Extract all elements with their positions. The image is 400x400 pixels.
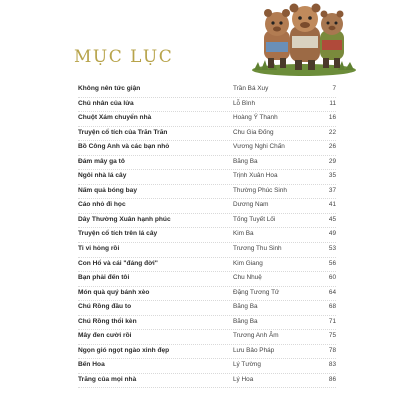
toc-row[interactable] [78, 199, 336, 214]
story-title: Nấm quả bóng bay [78, 186, 137, 194]
toc-row[interactable] [78, 170, 336, 185]
story-title: Ngọn gió ngọt ngào xinh đẹp [78, 346, 170, 354]
story-author: Dương Nam [233, 201, 269, 209]
story-author: Lý Hoa [233, 375, 254, 383]
page-number: 78 [328, 346, 336, 354]
story-author: Trương Thu Sinh [233, 245, 282, 253]
story-author: Trần Bá Xuy [233, 85, 269, 92]
story-author: Vương Nghi Chấn [233, 143, 285, 151]
page-title: MỤC LỤC [74, 47, 174, 67]
toc-row[interactable] [78, 301, 336, 316]
toc-row[interactable] [78, 98, 336, 113]
page-number: 60 [328, 274, 336, 282]
story-title: Ti vi hỏng rồi [78, 245, 120, 253]
toc-row[interactable] [78, 316, 336, 331]
page-number: 56 [328, 259, 336, 267]
page-number: 16 [328, 114, 336, 122]
page-number: 11 [329, 99, 336, 107]
story-title: Cáo nhỏ đi học [78, 201, 126, 209]
toc-row[interactable] [78, 141, 336, 156]
toc-row[interactable] [78, 330, 336, 345]
story-title: Đám mây ga tô [78, 157, 125, 165]
animal-characters-illustration [248, 0, 360, 78]
toc-row[interactable] [78, 185, 336, 200]
story-author: Kim Giang [233, 259, 263, 267]
toc-row[interactable] [78, 243, 336, 258]
page-number: 64 [328, 288, 336, 296]
page-number: 75 [328, 332, 336, 340]
story-title: Bạn phải đến tôi [78, 274, 130, 282]
story-title: Truyện cổ tích của Trăn Trăn [78, 128, 168, 136]
toc-row[interactable] [78, 345, 336, 360]
story-title: Không nên tức giận [78, 85, 141, 92]
story-title: Mây đen cười rồi [78, 332, 132, 340]
toc-row[interactable] [78, 228, 336, 243]
story-title: Chú Rồng đầu to [78, 303, 132, 311]
story-title: Chú Rồng thổi kèn [78, 317, 137, 325]
story-title: Món quà quý bánh xèo [78, 288, 150, 296]
page-number: 37 [328, 186, 336, 194]
toc-row[interactable] [78, 83, 336, 98]
page-number: 41 [328, 201, 336, 209]
toc-row[interactable] [78, 258, 336, 273]
story-author: Tống Tuyết Lối [233, 215, 276, 223]
toc-row[interactable] [78, 214, 336, 229]
story-title: Con Hổ và cái "đáng đời" [78, 259, 158, 267]
toc-row[interactable] [78, 374, 336, 389]
page-number: 45 [328, 215, 336, 223]
toc-row[interactable] [78, 112, 336, 127]
story-author: Băng Ba [233, 317, 258, 325]
story-title: Ngôi nhà lá cây [78, 172, 127, 180]
story-author: Băng Ba [233, 303, 258, 311]
page-number: 7 [332, 85, 336, 92]
story-title: Chuột Xám chuyển nhà [78, 114, 152, 122]
toc-row[interactable] [78, 287, 336, 302]
story-author: Thường Phúc Sinh [233, 186, 287, 194]
table-of-contents [78, 83, 336, 388]
story-author: Kim Ba [233, 230, 254, 238]
story-author: Băng Ba [233, 157, 258, 165]
page-number: 83 [328, 361, 336, 369]
page-number: 86 [328, 375, 336, 383]
story-title: Trăng của mọi nhà [78, 375, 137, 383]
story-author: Hoàng Ý Thanh [233, 114, 278, 122]
page-number: 22 [328, 128, 336, 136]
story-author: Lý Tường [233, 361, 261, 369]
page-number: 29 [328, 157, 336, 165]
story-title: Chủ nhân của lửa [78, 99, 134, 107]
page-number: 35 [328, 172, 336, 180]
page-number: 53 [328, 245, 336, 253]
story-title: Bồ Công Anh và các bạn nhỏ [78, 143, 170, 151]
story-author: Trương Anh Âm [233, 332, 279, 340]
story-title: Bến Hoa [78, 361, 105, 369]
story-author: Lưu Bảo Pháp [233, 346, 275, 354]
story-author: Lỗ Bình [233, 99, 256, 107]
page-number: 26 [328, 143, 336, 151]
toc-row[interactable] [78, 272, 336, 287]
story-author: Trịnh Xuân Hoa [233, 172, 278, 180]
story-author: Đặng Tương Tử [233, 288, 280, 296]
story-author: Chu Nhuệ [233, 274, 262, 282]
story-author: Chu Gia Đống [233, 128, 274, 136]
story-title: Dây Thường Xuân hạnh phúc [78, 215, 171, 223]
toc-row[interactable] [78, 156, 336, 171]
page-number: 49 [328, 230, 336, 238]
toc-row[interactable] [78, 359, 336, 374]
toc-row[interactable] [78, 127, 336, 142]
story-title: Truyện cổ tích trên lá cây [78, 230, 158, 238]
page-number: 68 [328, 303, 336, 311]
page-number: 71 [328, 317, 336, 325]
